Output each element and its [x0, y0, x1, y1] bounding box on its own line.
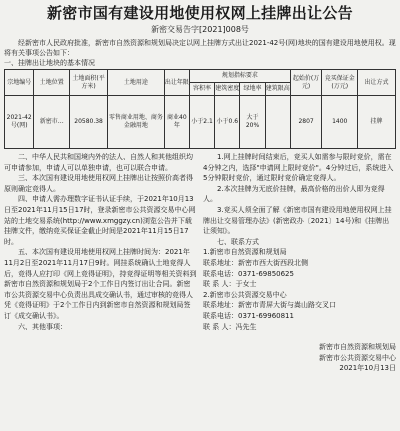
table-cell	[265, 96, 290, 149]
header-cell: 土地用途	[107, 70, 164, 96]
table-cell: 零售商业用地、商务金融用地	[107, 96, 164, 149]
right-column	[203, 152, 396, 374]
paragraph: 2.本次挂牌为无底价挂牌，最高价格的出价人即为竞得人。	[203, 184, 385, 204]
header-cell: 土地位置	[34, 70, 70, 96]
signature-date: 2021年10月13日	[339, 364, 396, 373]
table-cell: 小于0.6	[215, 96, 240, 149]
table-cell: 2807	[290, 96, 322, 149]
paragraph: 四、申请人需办理数字证书认证手续，于2021年10月13日至2021年11月15日17时，登录新密市公共资源交易中心网站的土地交易系统(http://www.xmggzy.cn)浏览公告并下载挂牌文件，缴纳竞买保证金截止时间是2021年11月15日17时。	[4, 195, 196, 246]
header-cell: 容积率	[189, 83, 214, 96]
table-cell: 小于2.1	[189, 96, 214, 149]
table-cell: 商业40年	[164, 96, 189, 149]
contact-line: 联系地址：新密市西大街西段北侧	[203, 258, 308, 267]
table-cell: 新密市…	[34, 96, 70, 149]
contact-line: 联系电话：0371-69850625	[203, 269, 294, 278]
table-cell: 大于20%	[240, 96, 265, 149]
paragraph: 七、联系方式	[217, 237, 259, 246]
header-cell: 土地面积(平方米)	[70, 70, 108, 96]
table-cell: 20580.38	[70, 96, 108, 149]
header-cell: 绿地率	[240, 83, 265, 96]
contact-line: 联系地址：新密市青屏大街与嵩山路交叉口	[203, 301, 336, 310]
header-cell: 宗地编号	[5, 70, 34, 96]
body-columns	[4, 152, 396, 374]
signature-issuer: 新密市公共资源交易中心	[319, 353, 396, 362]
table-row	[5, 96, 396, 149]
document-number: 新密交易告字[2021]008号	[151, 25, 249, 34]
paragraph: 3.竞买人须全面了解《新密市国有建设用地使用权网上挂牌出让交易管理办法》(新密政办〔2021〕14号)和《挂牌出让须知》。	[203, 205, 392, 236]
section1-heading: 一、挂牌出让地块的基本情况	[4, 59, 95, 67]
contact-line: 联 系 人：冯先生	[203, 322, 257, 331]
header-cell: 出让方式	[358, 70, 396, 96]
contact-line: 联系电话：0371-69960811	[203, 311, 294, 320]
header-cell: 竞买保证金(万元)	[322, 70, 358, 96]
signature-issuer: 新密市自然资源和规划局	[319, 343, 396, 352]
paragraph: 二、中华人民共和国境内外的法人、自然人和其他组织均可申请参加，申请人可以单独申请，也可以联合申请。	[4, 153, 193, 172]
left-column	[4, 152, 197, 374]
paragraph: 六、其他事项：	[18, 322, 67, 331]
table-cell: 2021-42号(网)	[5, 96, 34, 149]
page-title: 新密市国有建设用地使用权网上挂牌出让公告	[46, 4, 353, 22]
intro-paragraph: 经新密市人民政府批准，新密市自然资源和规划局决定以网上挂牌方式出让2021-42号(网)地块的国有建设用地使用权。现将有关事项公告如下：	[4, 39, 396, 57]
signature-block	[203, 342, 396, 374]
header-cell: 起始价(万元)	[290, 70, 322, 96]
header-cell: 建筑限高	[265, 83, 290, 96]
table-cell: 1400	[322, 96, 358, 149]
parcel-table	[4, 69, 396, 149]
contact-line: 1.新密市自然资源和规划局	[203, 248, 287, 257]
contact-line: 联 系 人：于女士	[203, 280, 257, 289]
table-cell: 挂牌	[358, 96, 396, 149]
header-cell: 出让年限	[164, 70, 189, 96]
paragraph: 三、本次国有建设用地使用权网上挂牌出让按照价高者得原则确定竞得人。	[4, 174, 193, 193]
contact-line: 2.新密市公共资源交易中心	[203, 290, 287, 299]
paragraph: 五、本次国有建设用地使用权网上挂牌时间为：2021年11月2日至2021年11月17日9时。网挂系统确认土地竞得人后，竞得人应打印《网上竞得证明》，持竞得证明等相关资料到新密市自然资源和规划局于2个工作日内签订出让合同。新密市公共资源交易中心负责出具成交确认书，通过审核的竞得人凭《竞得证明》于2个工作日内到新密市自然资源和规划局签订《成交确认书》。	[4, 248, 197, 320]
paragraph: 1.网上挂牌时间结束后，竞买人如需参与限时竞价，需在4分钟之内，选择"申请网上限时竞价"。4分钟过后，系统进入5分钟限时竞价，通过限时竞价确定竞得人。	[203, 153, 394, 183]
header-group-cell: 规划指标要求	[189, 70, 290, 83]
header-cell: 建筑密度	[215, 83, 240, 96]
